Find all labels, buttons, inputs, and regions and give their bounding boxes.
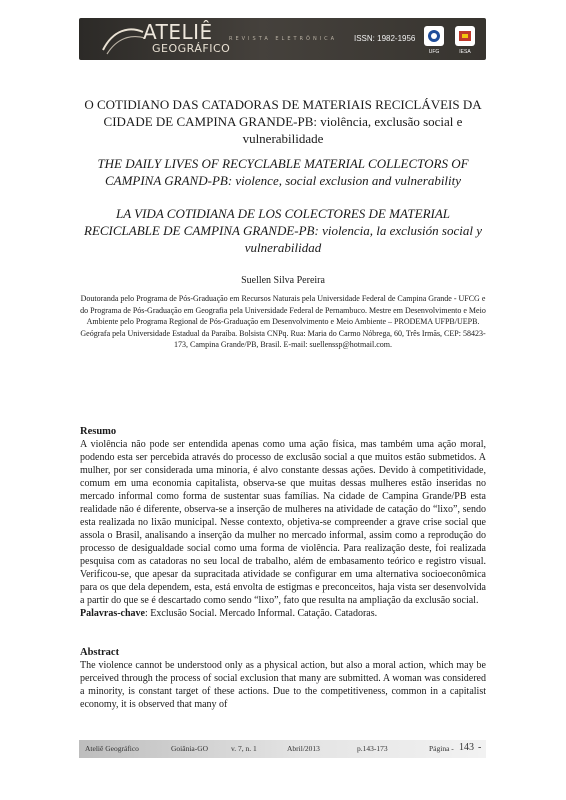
abstract-text: The violence cannot be understood only as a physical action, but also a moral action, which may be perceived through the process of social exclusion that many are submitted. A woman was considered a minority, is constant target of these actions. Due to the competitiveness, common in a capitalist economy, it is observed that many of (80, 660, 486, 710)
title-english: THE DAILY LIVES OF RECYCLABLE MATERIAL COLLECTORS OF CAMPINA GRAND-PB: violence, social exclusion and vulnerability (97, 156, 469, 188)
atelie-logo-swoosh-icon (99, 24, 147, 56)
keywords-text: : Exclusão Social. Mercado Informal. Catação. Catadoras. (145, 608, 378, 619)
title-spanish: LA VIDA COTIDIANA DE LOS COLECTORES DE MATERIAL RECICLABLE DE CAMPINA GRANDE-PB: violencia, la exclusión social y vulnerabilidad (84, 206, 482, 255)
author-name: Suellen Silva Pereira (241, 275, 325, 286)
keywords-line (80, 607, 486, 620)
abstract-heading: Abstract (80, 647, 120, 658)
footer-page-label: Página - (429, 744, 454, 753)
iesa-logo-icon (455, 26, 475, 46)
ufg-label: UFG (428, 49, 440, 55)
author-affiliation: Doutoranda pelo Programa de Pós-Graduação em Recursos Naturais pela Universidade Federal de Campina Grande - UFCG e do Programa de Pós-Graduação em Geografia pela Universidade Federal de Pernambuco. Mestre em Desenvolvimento e Meio Ambiente pelo Programa Regional de Pós-Graduação em Desenvolvimento e Meio Ambiente – PRODEMA UFPB/UEPB. Geógrafa pela Universidade Estadual da Paraíba. Bolsista CNPq. Rua: Maria do Carmo Nóbrega, 60, Três Irmãs, CEP: 58423-173, Campina Grande/PB, Brasil. E-mail: suellenssp@hotmail.com. (80, 294, 486, 349)
footer-page-suffix: - (478, 742, 482, 753)
footer-volume: v. 7, n. 1 (231, 744, 257, 753)
logo-sub-text: GEOGRÁFICO (152, 42, 231, 55)
logo-main-text: ATELIÊ (143, 20, 213, 44)
iesa-label: IESA (459, 49, 471, 55)
page-footer (79, 740, 486, 758)
title-portuguese: O COTIDIANO DAS CATADORAS DE MATERIAIS RECICLÁVEIS DA CIDADE DE CAMPINA GRANDE-PB: violência, exclusão social e vulnerabilidade (84, 97, 482, 146)
journal-banner (79, 18, 486, 60)
footer-journal: Ateliê Geográfico (85, 744, 139, 753)
keywords-label: Palavras-chave (80, 608, 145, 619)
resumo-section (80, 425, 486, 620)
ufg-logo-icon (424, 26, 444, 46)
footer-city: Goiânia-GO (171, 744, 209, 753)
abstract-section (80, 646, 486, 711)
banner-tagline: REVISTA ELETRÔNICA (229, 36, 338, 42)
resumo-text: A violência não pode ser entendida apenas como uma ação física, mas também uma ação moral, podendo esta ser percebida através do processo de exclusão social a que muitos estão submetidos. A mulher, por ser considerada uma minoria, é alvo constante dessas ações. Devido à competitividade, comum em uma economia capitalista, observa-se que muitas dessas mulheres estão inseridas no mercado informal como forma de sustentar suas famílias. Na cidade de Campina Grande/PB esta realidade não é diferente, observa-se a inserção de mulheres na atividade de catação do “lixo”, sendo esta realizada no lixão municipal. Nesse contexto, objetiva-se compreender a grave crise social que assola o Brasil, analisando a inserção da mulher no mercado informal, assim como a reprodução do processo de desigualdade social como uma forma de violência. Para realização deste, foi realizada pesquisa com as catadoras no seu local de trabalho, além de embasamento teórico e registro visual. Verificou-se, que apesar da supracitada atividade se configurar em uma alternativa socioeconômica para os que dela dependem, esta, está envolta de estigmas e preconceitos, haja vista ser desenvolvida a partir do que se é descartado como sendo “lixo”, fato que resulta na ampliação da exclusão social. (80, 439, 486, 606)
resumo-heading: Resumo (80, 426, 117, 437)
footer-page-number: 143 (459, 742, 474, 753)
issn-label: ISSN: 1982-1956 (354, 34, 416, 43)
footer-date: Abril/2013 (287, 744, 320, 753)
footer-pages: p.143-173 (357, 744, 388, 753)
